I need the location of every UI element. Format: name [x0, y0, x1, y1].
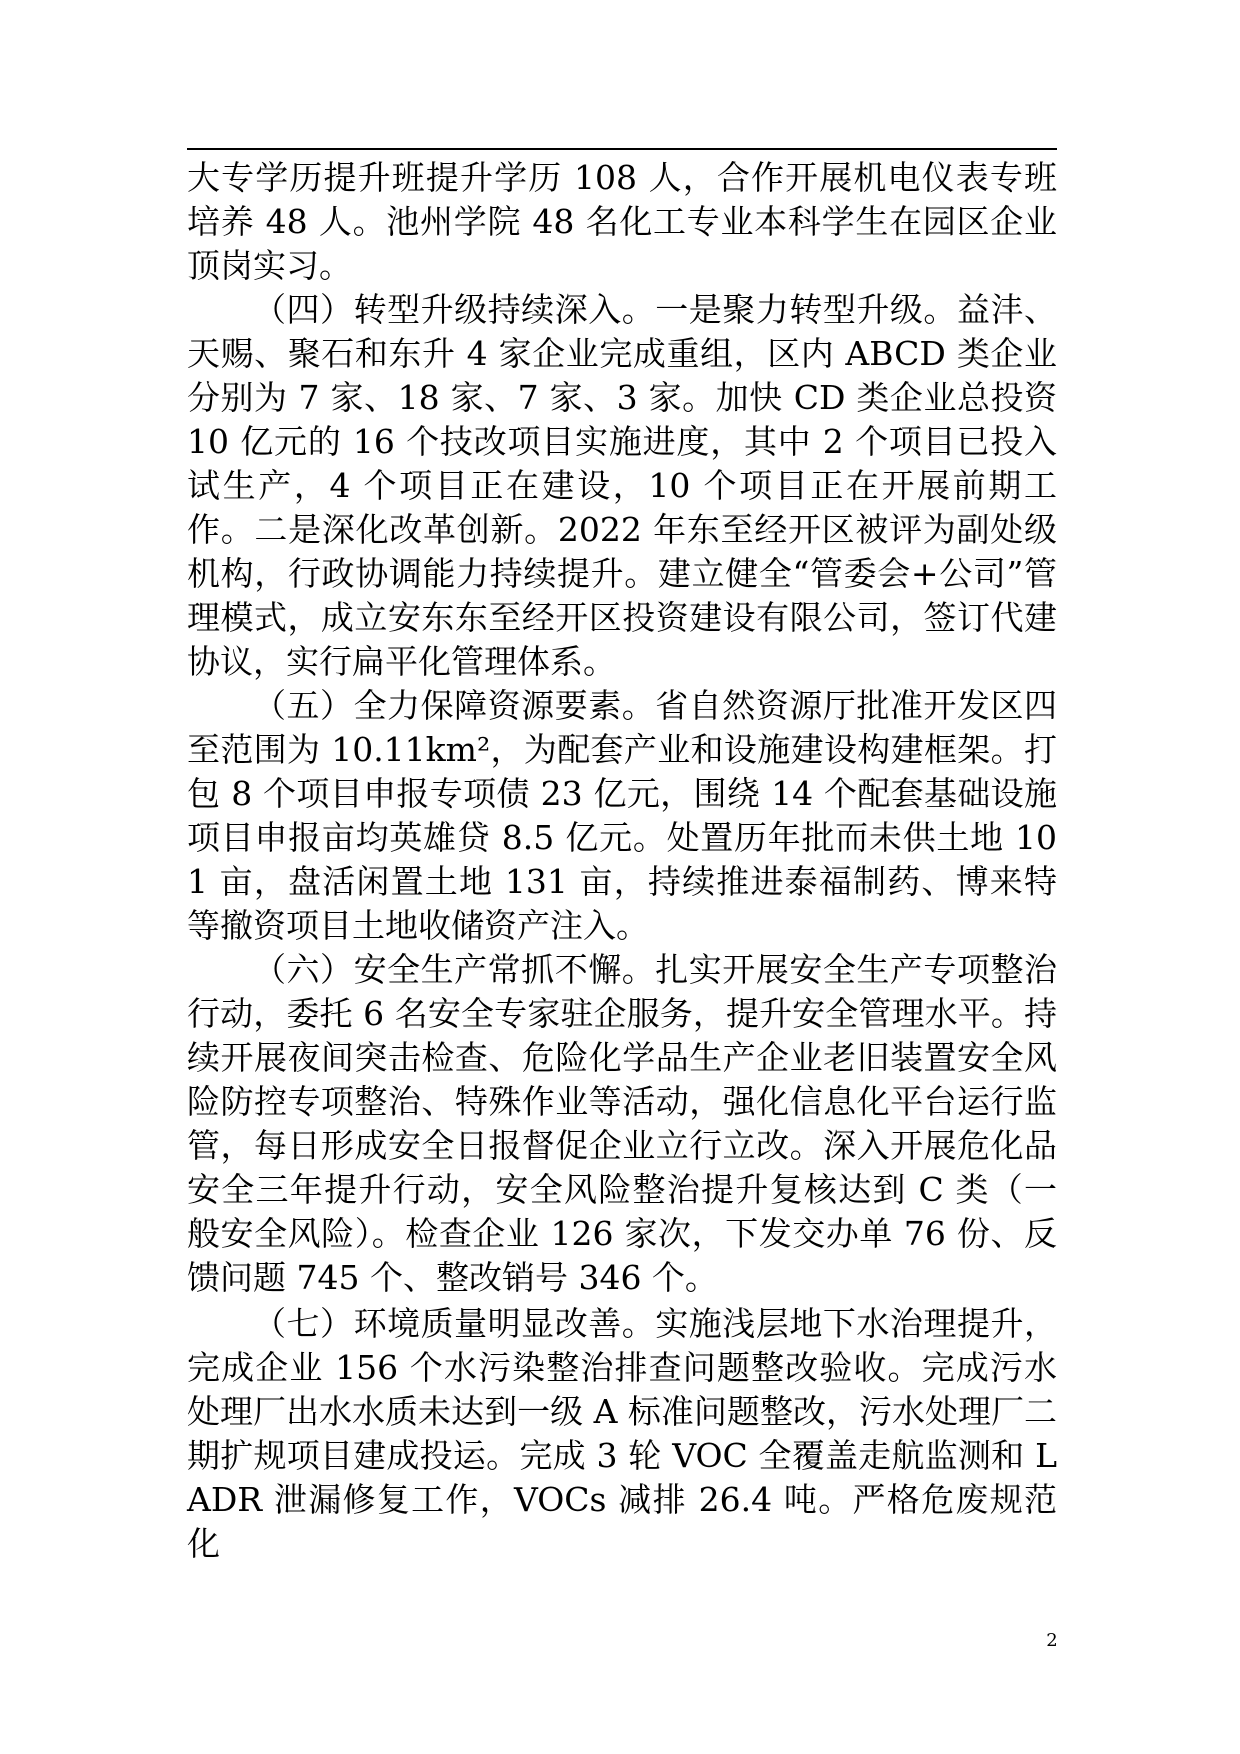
paragraph-section-4: （四）转型升级持续深入。一是聚力转型升级。益沣、天赐、聚石和东升 4 家企业完成重组，区内 ABCD 类企业分别为 7 家、18 家、7 家、3 家。加快 CD 类企业总投资 10 亿元的 16 个技改项目实施进度，其中 2 个项目已投入试生产，4 个项目正在建设，10 个项目正在开展前期工作。二是深化改革创新。2022 年东至经开区被评为副处级机构，行政协调能力持续提升。建立健全“管委会+公司”管理模式，成立安东东至经开区投资建设有限公司，签订代建协议，实行扁平化管理体系。: [187, 290, 1057, 681]
paragraph-section-6: （六）安全生产常抓不懈。扎实开展安全生产专项整治行动，委托 6 名安全专家驻企服务，提升安全管理水平。持续开展夜间突击检查、危险化学品生产企业老旧装置安全风险防控专项整治、特殊作业等活动，强化信息化平台运行监管，每日形成安全日报督促企业立行立改。深入开展危化品安全三年提升行动，安全风险整治提升复核达到 C 类（一般安全风险）。检查企业 126 家次，下发交办单 76 份、反馈问题 745 个、整改销号 346 个。: [187, 950, 1057, 1297]
document-body: [187, 156, 1057, 1566]
paragraph-section-7: （七）环境质量明显改善。实施浅层地下水治理提升，完成企业 156 个水污染整治排查问题整改验收。完成污水处理厂出水水质未达到一级 A 标准问题整改，污水处理厂二期扩规项目建成投运。完成 3 轮 VOC 全覆盖走航监测和 LADR 泄漏修复工作，VOCs 减排 26.4 吨。严格危废规范化: [187, 1304, 1057, 1563]
header-rule: [187, 148, 1057, 150]
paragraph-continuation: 大专学历提升班提升学历 108 人，合作开展机电仪表专班培养 48 人。池州学院 48 名化工专业本科学生在园区企业顶岗实习。: [187, 158, 1057, 285]
paragraph-section-5: （五）全力保障资源要素。省自然资源厅批准开发区四至范围为 10.11km²，为配套产业和设施建设构建框架。打包 8 个项目申报专项债 23 亿元，围绕 14 个配套基础设施项目申报亩均英雄贷 8.5 亿元。处置历年批而未供土地 101 亩，盘活闲置土地 131 亩，持续推进泰福制药、博来特等撤资项目土地收储资产注入。: [187, 686, 1057, 945]
page-number: 2: [1046, 1630, 1058, 1651]
